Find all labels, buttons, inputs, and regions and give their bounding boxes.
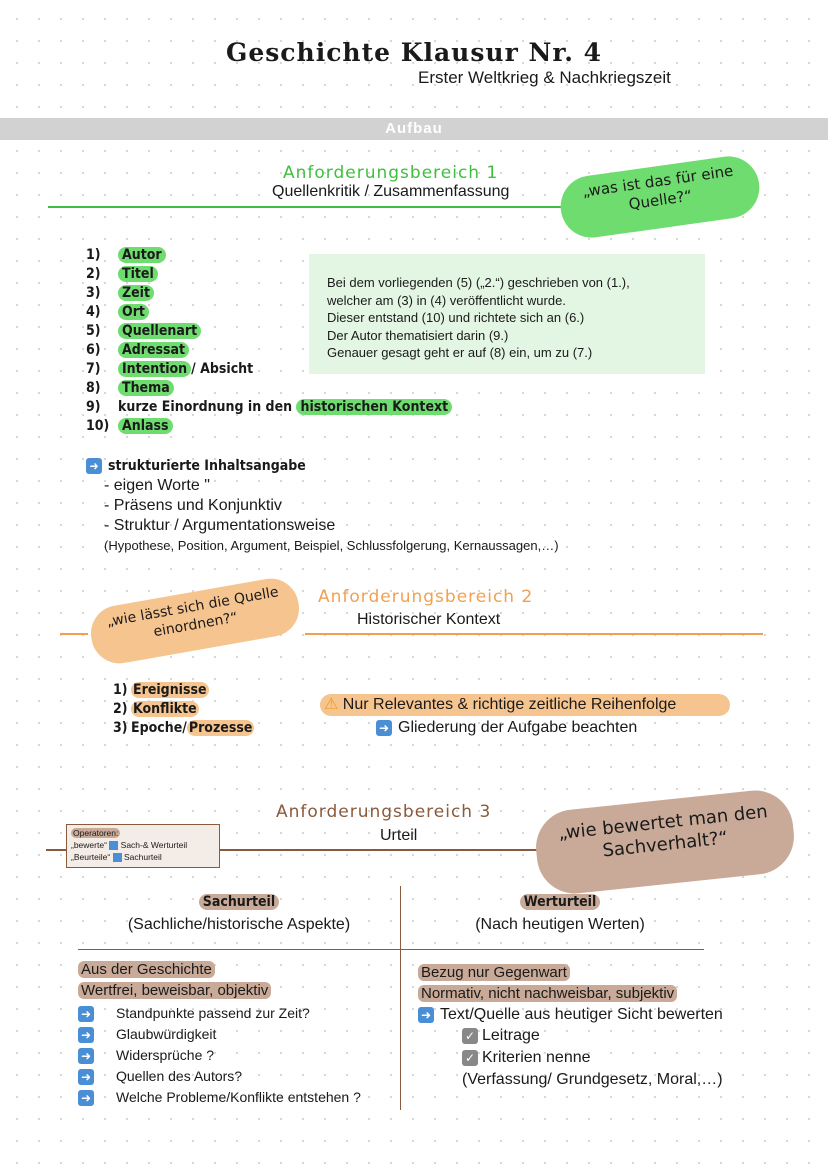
werturteil-note: (Verfassung/ Grundgesetz, Moral,…) <box>462 1071 723 1088</box>
item-number: 1) <box>113 682 128 698</box>
page-subtitle: Erster Weltkrieg & Nachkriegszeit <box>418 68 671 87</box>
ab2-list <box>113 681 254 738</box>
bullet-text: Widersprüche ? <box>116 1047 215 1063</box>
bullet-text: Glaubwürdigkeit <box>116 1026 217 1042</box>
arrow-icon: ➜ <box>78 1006 94 1022</box>
arrow-icon: ➜ <box>78 1027 94 1043</box>
ab2-subheading: Historischer Kontext <box>357 611 501 628</box>
bullet-item <box>78 1087 361 1108</box>
operator-beurteile: „Beurteile“ <box>71 852 111 862</box>
summary-line: - Struktur / Argumentationsweise <box>104 517 336 534</box>
structure-note <box>376 719 637 737</box>
tag: Aus der Geschichte <box>78 961 215 978</box>
check-item <box>462 1025 723 1047</box>
checkbox-icon: ✓ <box>462 1050 478 1066</box>
item-highlight: Ort <box>118 304 149 320</box>
ab2-heading: Anforderungsbereich 2 <box>318 587 534 607</box>
operators-title: Operatoren: <box>73 828 119 838</box>
check-item <box>462 1047 723 1069</box>
werturteil-header <box>400 893 720 934</box>
operators-box <box>66 824 220 868</box>
summary-line: - eigen Worte " <box>104 477 210 494</box>
template-line: Bei dem vorliegenden (5) („2.“) geschrieben von (1.), <box>327 275 630 290</box>
ab2-rule-right <box>305 633 763 635</box>
item-pre: Epoche/ <box>131 720 187 736</box>
item-number: 6) <box>86 342 101 358</box>
ab1-rule <box>48 206 564 208</box>
item-highlight: Prozesse <box>188 720 253 736</box>
item-number: 10) <box>86 418 110 434</box>
summary-note: (Hypothese, Position, Argument, Beispiel, Schlussfolgerung, Kernaussagen,…) <box>104 538 559 553</box>
operator-bewerte-result: Sach-& Werturteil <box>120 840 188 850</box>
section-bar: Aufbau <box>0 118 828 140</box>
list-item <box>113 700 254 719</box>
template-box <box>309 254 705 374</box>
tag: Bezug nur Gegenwart <box>418 964 570 981</box>
tag: Wertfrei, beweisbar, objektiv <box>78 982 271 999</box>
item-highlight: Quellenart <box>118 323 201 339</box>
item-number: 2) <box>86 266 101 282</box>
operator-bewerte: „bewerte“ <box>71 840 107 850</box>
arrow-icon: ➜ <box>418 1007 434 1023</box>
sachurteil-header <box>78 893 400 934</box>
item-number: 2) <box>113 701 128 717</box>
arrow-icon: ➜ <box>86 458 102 474</box>
list-item <box>86 417 452 436</box>
item-number: 9) <box>86 399 101 415</box>
werturteil-sub: (Nach heutigen Werten) <box>475 916 645 933</box>
sachurteil-title: Sachurteil <box>199 894 279 910</box>
item-post: / Absicht <box>191 361 254 377</box>
checkbox-icon: ✓ <box>462 1028 478 1044</box>
item-highlight: Adressat <box>118 342 189 358</box>
arrow-icon <box>109 841 118 850</box>
werturteil-title: Werturteil <box>520 894 601 910</box>
summary-heading: strukturierte Inhaltsangabe <box>108 458 306 474</box>
summary-block <box>86 457 559 553</box>
bullet-item <box>78 1024 361 1045</box>
template-line: welcher am (3) in (4) veröffentlicht wurde. <box>327 292 566 308</box>
bullet-text: Welche Probleme/Konflikte entstehen ? <box>116 1089 361 1105</box>
ab3-subheading: Urteil <box>380 827 418 844</box>
ab3-bubble: „wie bewertet man den Sachverhalt?“ <box>532 787 797 898</box>
list-item <box>86 398 452 417</box>
item-number: 4) <box>86 304 101 320</box>
item-number: 1) <box>86 247 101 263</box>
item-pre: kurze Einordnung in den <box>118 399 297 415</box>
warning-text: Nur Relevantes & richtige zeitliche Reihenfolge <box>342 696 677 713</box>
item-highlight: Konflikte <box>133 701 197 717</box>
table-divider-horizontal <box>78 949 704 950</box>
ab2-rule-left <box>60 633 88 635</box>
item-highlight: Ereignisse <box>133 682 207 698</box>
template-line: Genauer gesagt geht er auf (8) ein, um zu (7.) <box>327 345 593 360</box>
check-text: Leitrage <box>482 1027 540 1044</box>
arrow-icon: ➜ <box>78 1090 94 1106</box>
ab2-bubble: „wie lässt sich die Quelle einordnen?“ <box>87 574 304 668</box>
summary-line: - Präsens und Konjunktiv <box>104 497 282 514</box>
item-number: 8) <box>86 380 101 396</box>
bullet-item <box>78 1003 361 1024</box>
template-line: Der Autor thematisiert darin (9.) <box>327 327 509 343</box>
structure-note-text: Gliederung der Aufgabe beachten <box>398 719 638 736</box>
ab3-heading: Anforderungsbereich 3 <box>276 802 492 822</box>
sachurteil-sub: (Sachliche/historische Aspekte) <box>127 916 351 933</box>
werturteil-lead: Text/Quelle aus heutiger Sicht bewerten <box>440 1006 723 1023</box>
item-highlight: Zeit <box>118 285 154 301</box>
item-number: 5) <box>86 323 101 339</box>
item-highlight: historischen Kontext <box>296 399 452 415</box>
list-item <box>113 681 254 700</box>
bullet-item <box>78 1066 361 1087</box>
sachurteil-content <box>78 959 361 1108</box>
tag: Normativ, nicht nachweisbar, subjektiv <box>418 985 677 1002</box>
item-number: 3) <box>86 285 101 301</box>
item-highlight: Thema <box>118 380 174 396</box>
arrow-icon: ➜ <box>376 720 392 736</box>
check-text: Kriterien nenne <box>482 1049 591 1066</box>
item-number: 7) <box>86 361 101 377</box>
template-line: Dieser entstand (10) und richtete sich an (6.) <box>327 310 585 325</box>
werturteil-content <box>418 962 723 1090</box>
ab1-subheading: Quellenkritik / Zusammenfassung <box>272 183 510 200</box>
item-highlight: Intention <box>118 361 191 377</box>
bullet-text: Quellen des Autors? <box>116 1068 243 1084</box>
item-highlight: Autor <box>118 247 166 263</box>
bullet-item <box>78 1045 361 1066</box>
arrow-icon <box>113 853 122 862</box>
item-highlight: Anlass <box>118 418 173 434</box>
ab1-bubble: „was ist das für eine Quelle?“ <box>557 152 764 241</box>
warning-icon: ⚠ <box>324 696 339 713</box>
arrow-icon: ➜ <box>78 1069 94 1085</box>
arrow-icon: ➜ <box>78 1048 94 1064</box>
warning-banner <box>320 694 730 716</box>
ab1-heading: Anforderungsbereich 1 <box>283 163 499 183</box>
list-item <box>86 379 452 398</box>
page-title: Geschichte Klausur Nr. 4 <box>225 38 603 67</box>
item-highlight: Titel <box>118 266 158 282</box>
item-number: 3) <box>113 720 128 736</box>
bullet-text: Standpunkte passend zur Zeit? <box>116 1005 310 1021</box>
list-item <box>113 719 254 738</box>
operator-beurteile-result: Sachurteil <box>123 852 162 862</box>
